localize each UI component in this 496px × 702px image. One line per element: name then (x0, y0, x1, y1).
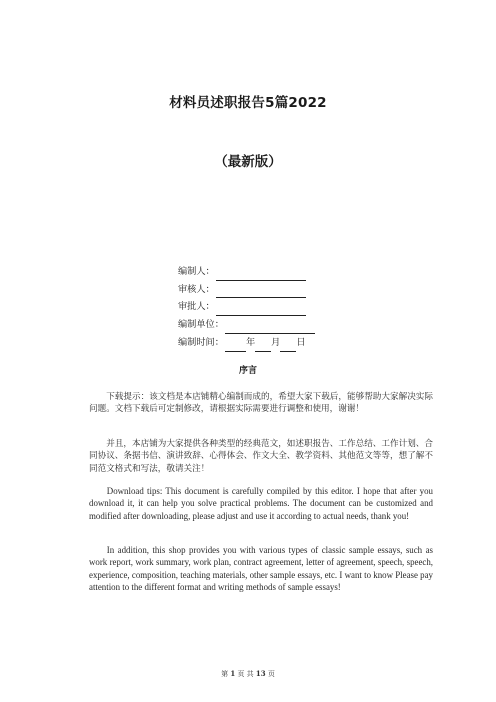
preface-cn-paragraph-1: 下载提示：该文档是本店铺精心编制而成的，希望大家下载后，能够帮助大家解决实际问题。文档下载后可定制修改，请根据实际需要进行调整和使用，谢谢！ (89, 392, 433, 415)
page-footer (0, 669, 496, 679)
preface-en-paragraph-1: Download tips: This document is carefully compiled by this editor. I hope that after you download it, it can help you solve practical problems. The document can be customized and modified after downloading, please adjust and use it according to actual needs, thank you! (89, 486, 433, 521)
unit-blank (225, 321, 315, 334)
footer-page-number: 1 (230, 669, 236, 678)
author-label: 编制人： (178, 266, 215, 277)
month-blank (255, 339, 271, 352)
document-title: 材料员述职报告5篇2022 (169, 95, 327, 111)
day-label: 日 (296, 336, 306, 348)
meta-unit-row (178, 316, 315, 334)
preface-en-paragraph-2: In addition, this shop provides you with various types of classic sample essays, such as work report, work summary, work plan, contract agreement, letter of agreement, speech, speech, experience, composition, teaching materials, other sample essays, etc. I want to know Please pay attention to the different format and writing methods of sample essays! (89, 545, 433, 592)
unit-label: 编制单位： (178, 319, 224, 331)
year-label: 年 (245, 336, 256, 348)
author-blank (216, 268, 306, 281)
footer-suffix: 页 (267, 670, 275, 678)
footer-prefix: 第 (221, 670, 229, 678)
time-label: 编制时间： (178, 336, 224, 348)
meta-approver-row (178, 298, 315, 316)
year-blank (225, 339, 246, 352)
meta-author-row (178, 263, 315, 281)
day-blank (280, 339, 296, 352)
document-subtitle: （最新版） (214, 154, 282, 170)
reviewer-label: 审核人： (178, 283, 215, 295)
preface-title: 序言 (238, 366, 257, 376)
footer-total-pages: 13 (255, 669, 266, 678)
footer-middle: 页 共 (237, 670, 254, 678)
meta-time-row (178, 334, 315, 352)
approver-blank (216, 303, 306, 316)
meta-block (178, 263, 315, 352)
meta-reviewer-row (178, 281, 315, 299)
reviewer-blank (216, 285, 306, 298)
month-label: 月 (271, 336, 281, 348)
preface-cn-paragraph-2: 并且，本店铺为大家提供各种类型的经典范文，如述职报告、工作总结、工作计划、合同协议、条据书信、演讲致辞、心得体会、作文大全、教学资料、其他范文等等，想了解不同范文格式和写法，敬请关注！ (89, 439, 433, 474)
approver-label: 审批人： (178, 301, 215, 313)
